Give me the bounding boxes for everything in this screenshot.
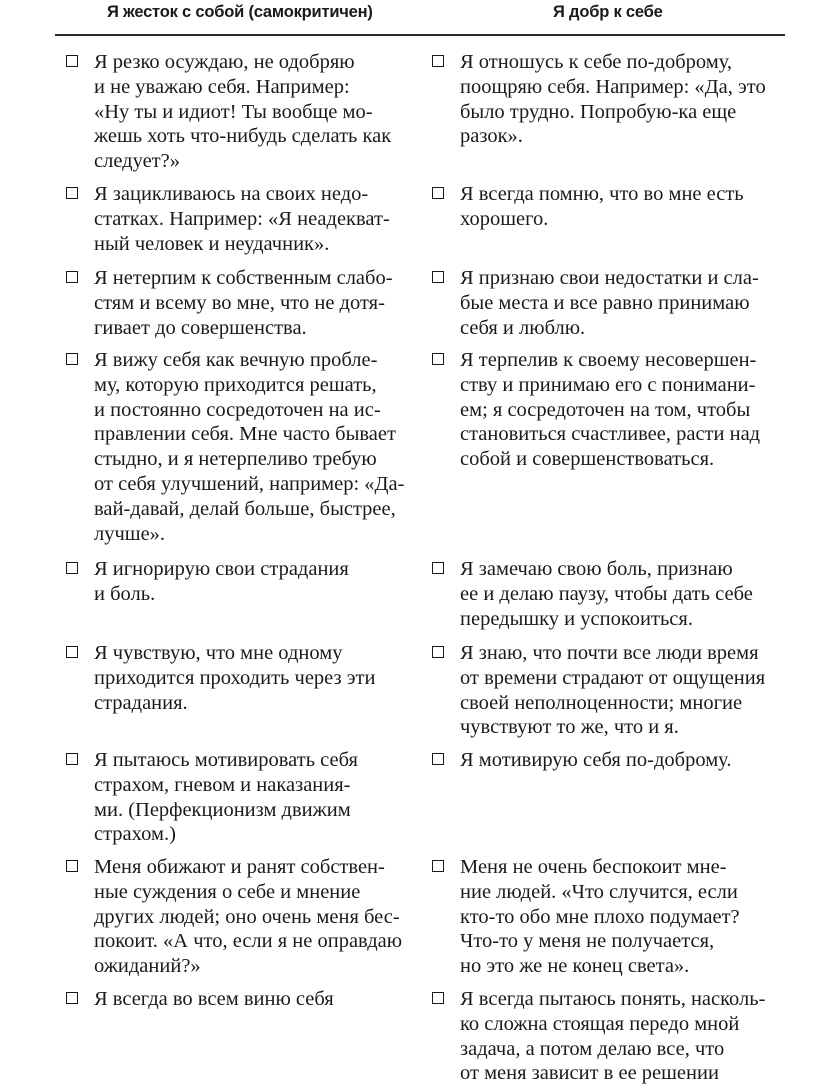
item-text-line: жешь хоть что-нибудь сделать как — [94, 125, 392, 148]
item-text-line: «Ну ты и идиот! Ты вообще мо- — [94, 100, 373, 123]
item-text-line: приходится проходить через эти — [94, 666, 376, 689]
checkbox[interactable] — [432, 646, 444, 658]
item-text-line: своей неполноценности; многие — [460, 691, 743, 714]
item-text-line: ный человек и неудачник». — [94, 232, 330, 255]
item-text — [460, 266, 759, 340]
item-text-line: Я чувствую, что мне одному — [94, 642, 343, 664]
item-text-line: Я всегда во всем виню себя — [94, 988, 334, 1010]
item-text-line: задача, а потом делаю все, что — [460, 1037, 725, 1060]
checkbox[interactable] — [66, 753, 78, 765]
item-text-line: покоит. «А что, если я не оправдаю — [94, 930, 403, 953]
item-text-line: Я признаю свои недостатки и сла- — [460, 267, 759, 289]
checkbox[interactable] — [432, 562, 444, 574]
item-text-line: ные суждения о себе и мнение — [94, 880, 361, 903]
item-text-line: Я пытаюсь мотивировать себя — [94, 749, 358, 771]
checkbox[interactable] — [432, 353, 444, 365]
checkbox[interactable] — [66, 353, 78, 365]
item-text — [94, 641, 375, 715]
checkbox[interactable] — [432, 992, 444, 1004]
item-text-line: других людей; оно очень меня бес- — [94, 905, 400, 928]
item-text-line: лучше». — [94, 522, 166, 545]
item-text — [94, 748, 358, 847]
item-text-line: и постоянно сосредоточен на ис- — [94, 398, 381, 421]
checkbox[interactable] — [432, 753, 444, 765]
item-text-line: Меня обижают и ранят собствен- — [94, 856, 385, 878]
item-text-line: кто-то обо мне плохо подумает? — [460, 905, 740, 928]
checkbox[interactable] — [66, 55, 78, 67]
item-text-line: от себя улучшений, например: «Да- — [94, 472, 405, 495]
item-text-line: хорошего. — [460, 207, 549, 230]
item-text-line: себя и люблю. — [460, 316, 586, 339]
item-text-line: гивает до совершенства. — [94, 316, 307, 339]
item-text-line: стям и всему во мне, что не дотя- — [94, 291, 385, 314]
header-self-critical: Я жесток с собой (самокритичен) — [107, 3, 373, 21]
item-text-line: и не уважаю себя. Например: — [94, 75, 350, 98]
header-divider — [55, 34, 785, 36]
checkbox[interactable] — [432, 55, 444, 67]
item-text — [460, 348, 760, 472]
item-text-line: было трудно. Попробую-ка еще — [460, 100, 737, 123]
item-text-line: правлении себя. Мне часто бывает — [94, 423, 396, 446]
item-text — [460, 987, 765, 1086]
item-text-line: страхом.) — [94, 823, 176, 846]
checkbox[interactable] — [66, 860, 78, 872]
item-text-line: следует?» — [94, 150, 180, 173]
item-text-line: Я вижу себя как вечную пробле- — [94, 349, 378, 371]
checkbox[interactable] — [432, 187, 444, 199]
item-text — [94, 182, 390, 256]
item-text-line: ству и принимаю его с понимани- — [460, 373, 756, 396]
checkbox[interactable] — [66, 271, 78, 283]
item-text — [460, 748, 732, 773]
item-text-line: Меня не очень беспокоит мне- — [460, 856, 727, 878]
item-text — [460, 641, 765, 740]
item-text-line: стыдно, и я нетерпеливо требую — [94, 448, 377, 471]
item-text — [94, 855, 402, 979]
item-text-line: бые места и все равно принимаю — [460, 291, 750, 314]
item-text-line: Я всегда помню, что во мне есть — [460, 183, 744, 205]
item-text-line: Я резко осуждаю, не одобряю — [94, 51, 355, 73]
checkbox[interactable] — [432, 860, 444, 872]
item-text — [94, 266, 393, 340]
item-text-line: становиться счастливее, расти над — [460, 423, 761, 446]
item-text — [94, 348, 404, 546]
checkbox[interactable] — [66, 646, 78, 658]
item-text-line: Я отношусь к себе по-доброму, — [460, 51, 733, 73]
item-text-line: чувствуют то же, что и я. — [460, 716, 679, 739]
item-text-line: ожиданий?» — [94, 955, 201, 978]
item-text-line: поощряю себя. Например: «Да, это — [460, 75, 766, 98]
checkbox[interactable] — [66, 562, 78, 574]
item-text — [460, 557, 753, 631]
item-text — [460, 182, 744, 232]
item-text-line: от меня зависит в ее решении — [460, 1062, 719, 1085]
item-text-line: передышку и успокоиться. — [460, 607, 693, 630]
checkbox[interactable] — [432, 271, 444, 283]
item-text-line: Я терпелив к своему несовершен- — [460, 349, 757, 371]
item-text-line: но это же не конец света». — [460, 955, 690, 978]
item-text-line: и боль. — [94, 582, 156, 605]
item-text-line: статках. Например: «Я неадекват- — [94, 207, 390, 230]
item-text — [460, 50, 766, 149]
item-text-line: Я зацикливаюсь на своих недо- — [94, 183, 369, 205]
item-text-line: страхом, гневом и наказания- — [94, 773, 351, 796]
item-text-line: ко сложна стоящая передо мной — [460, 1012, 740, 1035]
item-text-line: Я мотивирую себя по-доброму. — [460, 749, 732, 771]
checkbox[interactable] — [66, 992, 78, 1004]
item-text-line: вай-давай, делай больше, быстрее, — [94, 497, 396, 520]
item-text-line: ем; я сосредоточен на том, чтобы — [460, 398, 751, 421]
item-text-line: Я знаю, что почти все люди время — [460, 642, 759, 664]
item-text-line: Что-то у меня не получается, — [460, 930, 715, 953]
item-text-line: Я замечаю свою боль, признаю — [460, 558, 733, 580]
item-text-line: разок». — [460, 125, 523, 148]
item-text-line: Я всегда пытаюсь понять, насколь- — [460, 988, 766, 1010]
item-text-line: ее и делаю паузу, чтобы дать себе — [460, 582, 753, 605]
item-text — [460, 855, 740, 979]
item-text — [94, 50, 391, 174]
item-text-line: от времени страдают от ощущения — [460, 666, 766, 689]
checkbox[interactable] — [66, 187, 78, 199]
item-text-line: му, которую приходится решать, — [94, 373, 377, 396]
item-text — [94, 557, 349, 607]
item-text-line: ми. (Перфекционизм движим — [94, 798, 351, 821]
item-text-line: Я игнорирую свои страдания — [94, 558, 349, 580]
table-header — [55, 0, 785, 34]
item-text-line: ние людей. «Что случится, если — [460, 880, 738, 903]
item-text-line: собой и совершенствоваться. — [460, 448, 715, 471]
header-self-kind: Я добр к себе — [553, 3, 663, 21]
item-text-line: Я нетерпим к собственным слабо- — [94, 267, 393, 289]
item-text-line: страдания. — [94, 691, 188, 714]
item-text — [94, 987, 334, 1012]
